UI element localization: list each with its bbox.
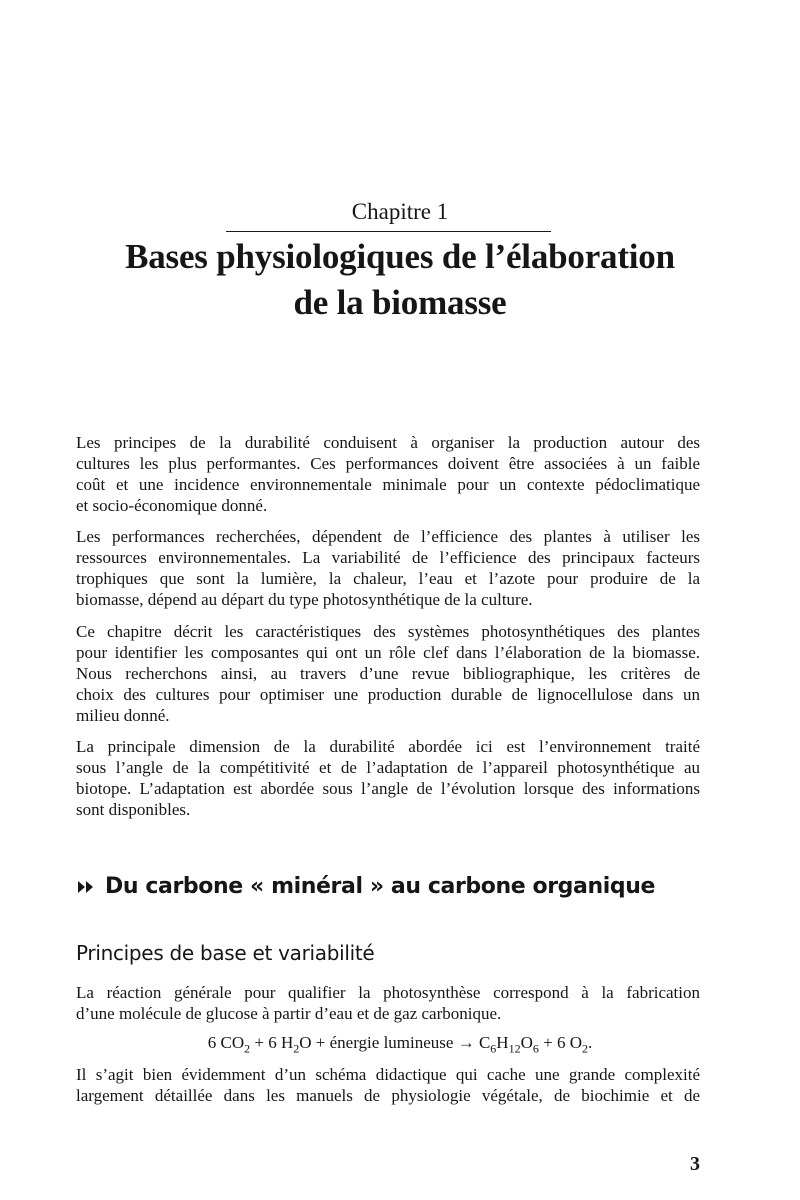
text-line: cultures les plus performantes. Ces performances doivent être associées à un faible (76, 454, 700, 473)
text-line: et socio-économique donné. (76, 496, 268, 515)
text-line: pour identifier les composantes qui ont un rôle clef dans l’élaboration de la biomasse. (76, 643, 700, 662)
text-line: trophiques que sont la lumière, la chaleur, l’eau et l’azote pour produire de la (76, 569, 700, 588)
intro-paragraph-4 (76, 736, 700, 820)
page-number: 3 (690, 1153, 700, 1175)
text-line: coût et une incidence environnementale minimale pour un contexte pédoclimatique (76, 475, 700, 494)
text-line: ressources environnementales. La variabilité de l’efficience des principaux facteurs (76, 548, 700, 567)
text-line: La principale dimension de la durabilité abordée ici est l’environnement traité (76, 737, 700, 756)
intro-paragraph-2 (76, 526, 700, 610)
chapter-title (0, 234, 800, 326)
text-line: La réaction générale pour qualifier la photosynthèse correspond à la fabrication (76, 983, 700, 1002)
text-line: d’une molécule de glucose à partir d’eau et de gaz carbonique. (76, 1004, 502, 1023)
text-line: largement détaillée dans les manuels de physiologie végétale, de biochimie et de (76, 1086, 700, 1105)
text-line: Il s’agit bien évidemment d’un schéma didactique qui cache une grande complexité (76, 1065, 700, 1084)
chapter-rule (226, 231, 551, 232)
text-line: Les principes de la durabilité conduisent à organiser la production autour des (76, 433, 700, 452)
chapter-label: Chapitre 1 (351, 199, 449, 224)
body-paragraph-2 (76, 1064, 700, 1106)
double-chevron-right-icon (76, 878, 96, 896)
section-heading (76, 872, 716, 902)
intro-paragraph-1 (76, 432, 700, 516)
text-line: biomasse, dépend au départ du type photosynthétique de la culture. (76, 590, 533, 609)
text-line: Les performances recherchées, dépendent de l’efficience des plantes à utiliser les (76, 527, 700, 546)
intro-paragraph-3 (76, 621, 700, 726)
text-line: sont disponibles. (76, 800, 191, 819)
chapter-title-line-1: Bases physiologiques de l’élaboration (125, 237, 675, 276)
text-line: choix des cultures pour optimiser une production durable de lignocellulose dans un (76, 685, 700, 704)
text-line: milieu donné. (76, 706, 170, 725)
subsection-heading: Principes de base et variabilité (76, 941, 375, 965)
text-line: Ce chapitre décrit les caractéristiques des systèmes photosynthétiques des plantes (76, 622, 700, 641)
body-paragraph-1 (76, 982, 700, 1024)
chapter-title-line-2: de la biomasse (293, 283, 507, 322)
section-heading-text: Du carbone « minéral » au carbone organique (105, 874, 656, 899)
text-line: biotope. L’adaptation est abordée sous l’angle de l’évolution lorsque des informations (76, 779, 700, 798)
text-line: sous l’angle de la compétitivité et de l’adaptation de l’appareil photosynthétique au (76, 758, 700, 777)
text-line: Nous recherchons ainsi, au travers d’une revue bibliographique, les critères de (76, 664, 700, 683)
photosynthesis-equation: 6 $CO_2 + 6$ $H_2O$ + énergie lumineuse → $C_6H_{12}O_6 + 6$ $O_2$. (207, 1033, 593, 1056)
